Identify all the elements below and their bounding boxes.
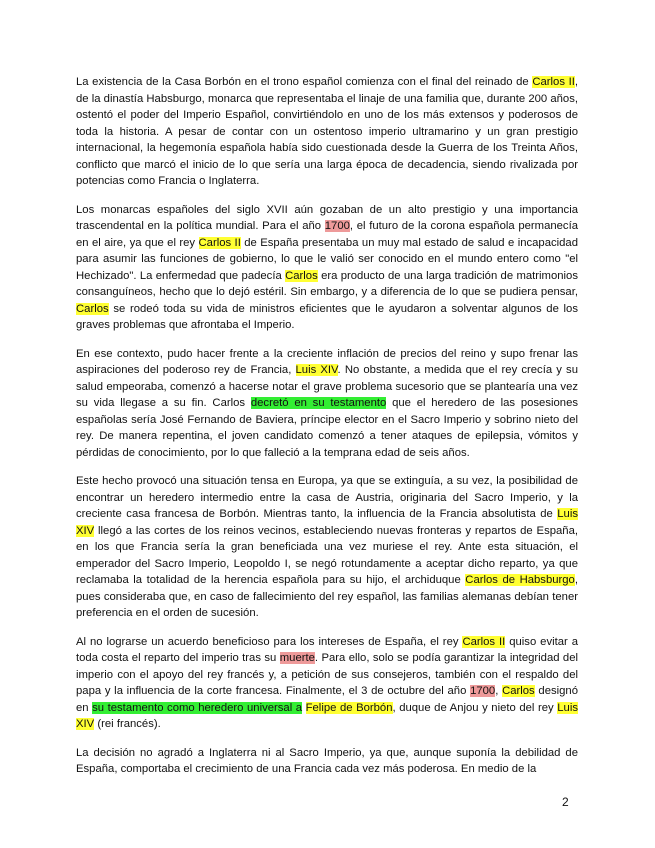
text-segment: designó en (76, 685, 578, 714)
text-segment: Este hecho provocó una situación tensa en Europa, ya que se extinguía, a su vez, la posibilidad de encontrar un heredero intermedio entre la casa de Austria, originaria del Sacro Imperio, y la creciente casa francesa de Borbón. Mientras tanto, la influencia de la Francia absolutista de (76, 475, 578, 520)
paragraph (76, 634, 578, 733)
highlighted-text: muerte (279, 652, 315, 664)
highlighted-text: 1700 (470, 685, 496, 697)
highlighted-text: Luis XIV (76, 701, 578, 730)
page-number: 2 (562, 795, 569, 809)
highlighted-text: Carlos II (198, 236, 241, 249)
text-segment: , el futuro de la corona española permanecía en el aire, ya que el rey (76, 220, 578, 249)
text-segment: . No obstante, a medida que el rey crecía y su salud empeoraba, comenzó a hacerse notar el grave problema sucesorio que se plantearía una vez su vida llegase a su fin. Carlos (76, 364, 578, 409)
text-segment: , duque de Anjou y nieto del rey (392, 701, 558, 714)
text-segment: . Para ello, solo se podía garantizar la integridad del imperio con el apoyo del rey francés y, a petición de sus consejeros, también con el respaldo del papa y la influencia de la corte francesa. Finalmente, el 3 de octubre del año (76, 652, 578, 697)
highlighted-text: Carlos II (462, 635, 506, 648)
text-segment: Los monarcas españoles del siglo XVII aún gozaban de un alto prestigio y una importancia trascendental en la política mundial. Para el año (76, 203, 578, 232)
text-segment: La existencia de la Casa Borbón en el trono español comienza con el final del reinado de (76, 76, 533, 88)
highlighted-text: Carlos (502, 685, 535, 697)
text-segment: Al no lograrse un acuerdo beneficioso para los intereses de España, el rey (76, 635, 463, 648)
text-segment: En ese contexto, pudo hacer frente a la creciente inflación de precios del reino y supo frenar las aspiraciones del poderoso rey de Francia, (76, 347, 578, 376)
text-segment: se rodeó toda su vida de ministros eficientes que le ayudaron a solventar algunos de los graves problemas que afrontaba el Imperio. (76, 302, 578, 331)
highlighted-text: 1700 (324, 220, 350, 232)
highlighted-text: su testamento como heredero universal a (92, 701, 303, 714)
highlighted-text: Carlos (76, 302, 109, 315)
text-segment: llegó a las cortes de los reinos vecinos, estableciendo nuevas fronteras y repartos de España, en los que Francia sería la gran beneficiada una vez muriese el rey. Ante esta situación, el emperador del Sacro Imperio, Leopoldo I, se negó rotundamente a aceptar dicho reparto, ya que reclamaba la totalidad de la herencia española para su hijo, el archiduque (76, 524, 578, 586)
text-segment: , de la dinastía Habsburgo, monarca que representaba el linaje de una familia que, durante 200 años, ostentó el poder del Imperio Español, convirtiéndolo en uno de los más extensos y poderosos de toda la historia. A pesar de contar con un ostentoso imperio ultramarino y un gran prestigio internacional, la hegemonía española había sido cuestionada desde la Guerra de los Treinta Años, conflicto que marcó el inicio de lo que sería una larga época de decadencia, siendo rivalizada por potencias como Francia o Inglaterra. (76, 76, 578, 187)
highlighted-text: Carlos (285, 269, 318, 282)
highlighted-text: Luis XIV (295, 364, 338, 376)
highlighted-text: Luis XIV (76, 508, 578, 537)
text-segment: quiso evitar a toda costa el reparto del imperio tras su (76, 635, 578, 664)
highlighted-text: Carlos II (532, 76, 575, 88)
paragraph (76, 74, 578, 190)
highlighted-text: decretó en su testamento (250, 397, 387, 409)
paragraph (76, 745, 578, 778)
text-segment: de España presentaba un muy mal estado de salud e incapacidad para asumir las funciones de gobierno, lo que le valió ser conocido en el mundo entero como "el Hechizado". La enfermedad que padecía (76, 236, 578, 282)
text-segment: , pues consideraba que, en caso de fallecimiento del rey español, las familias alemanas debían tener preferencia en el orden de sucesión. (76, 574, 578, 619)
highlighted-text: Carlos de Habsburgo (465, 574, 575, 586)
text-segment: (rei francés). (94, 718, 161, 730)
text-segment: , (495, 685, 503, 697)
paragraph (76, 473, 578, 622)
document-body (76, 74, 578, 790)
text-segment: que el heredero de las posesiones españolas sería José Fernando de Baviera, príncipe elector en el Sacro Imperio y sobrino nieto del rey. De manera repentina, el joven candidato comenzó a tener ataques de epilepsia, vómitos y pérdidas de conocimiento, por lo que falleció a la temprana edad de seis años. (76, 397, 578, 459)
paragraph (76, 346, 578, 462)
paragraph (76, 202, 578, 334)
text-segment: era producto de una larga tradición de matrimonios consanguíneos, hecho que lo dejó estéril. Sin embargo, y a diferencia de lo que se pudiera pensar, (76, 269, 578, 298)
text-segment: La decisión no agradó a Inglaterra ni al Sacro Imperio, ya que, aunque suponía la debilidad de España, comportaba el crecimiento de una Francia cada vez más poderosa. En medio de la (76, 746, 578, 775)
highlighted-text: Felipe de Borbón (305, 701, 393, 714)
